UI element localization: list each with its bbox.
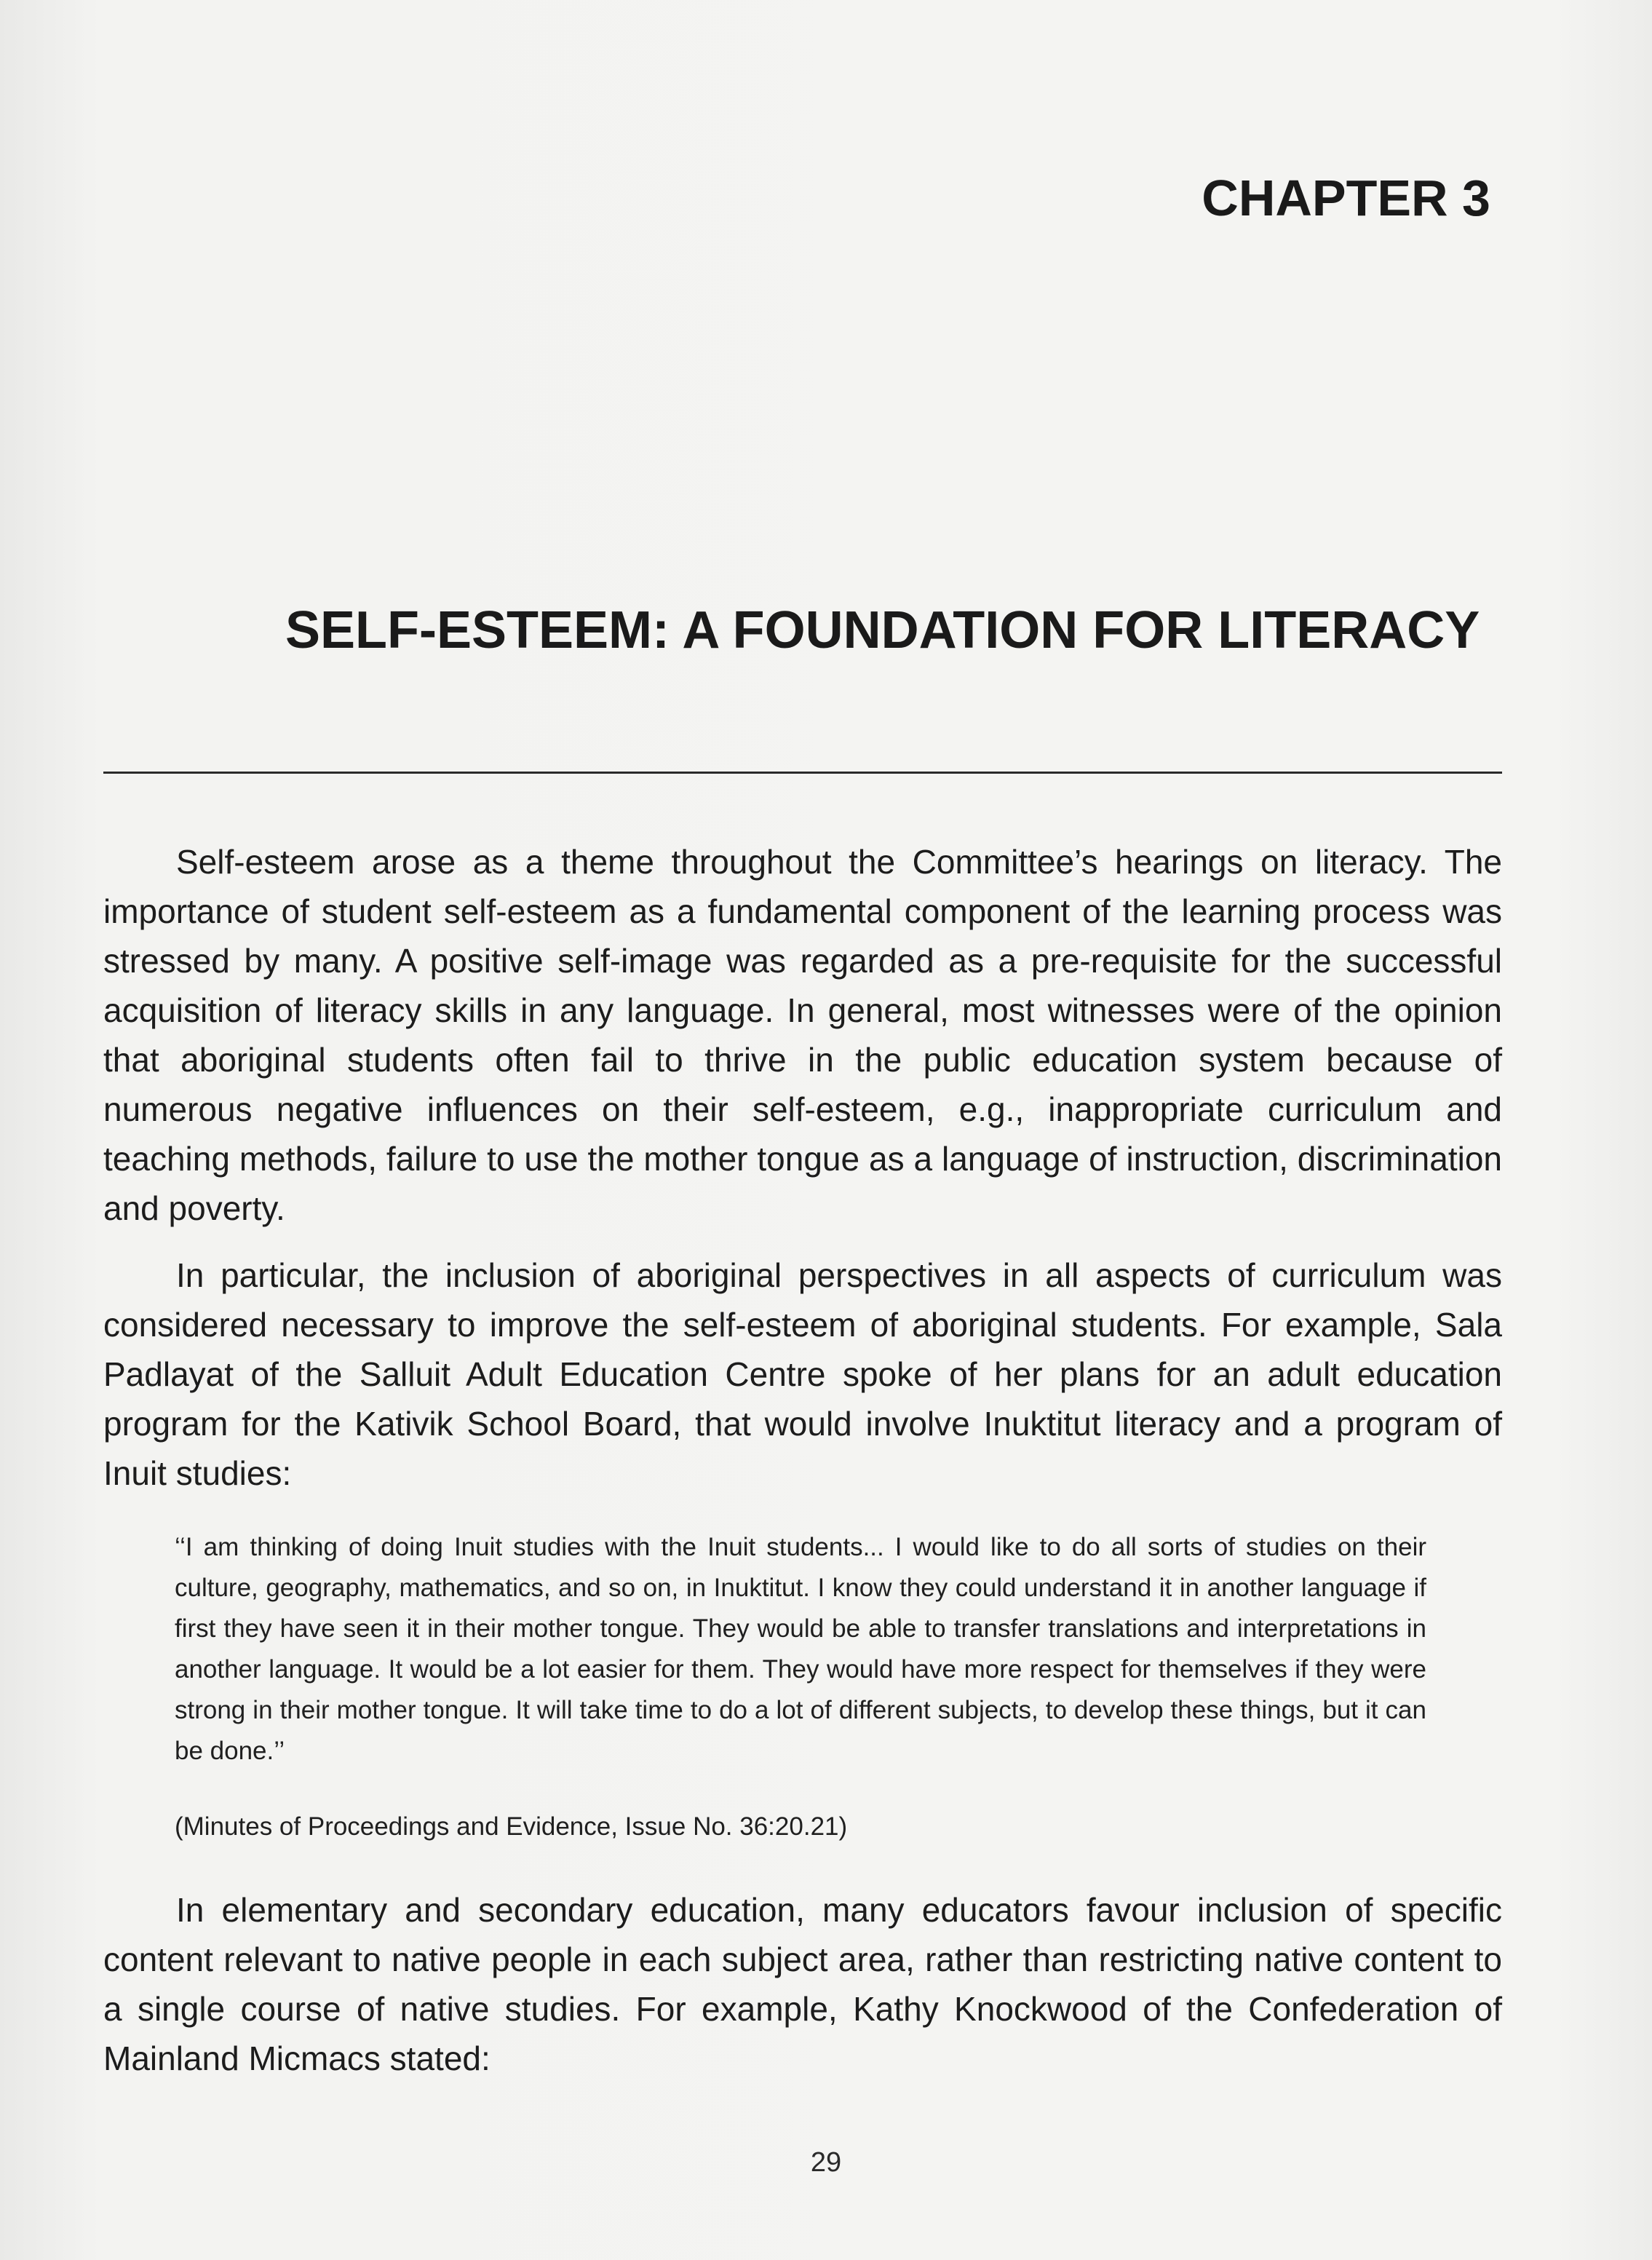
title-divider (103, 772, 1502, 774)
chapter-label: CHAPTER 3 (1202, 170, 1490, 226)
paragraph-elementary-secondary (103, 1885, 1502, 2083)
paragraph-self-esteem-theme (103, 837, 1502, 1233)
paragraph-text: In elementary and secondary education, many educators favour inclusion of specific content relevant to native people in each subject area, rather than restricting native content to a single course of native studies. For example, Kathy Knockwood of the Confederation of Mainland Micmacs stated: (103, 1891, 1502, 2077)
paragraph-text: Self-esteem arose as a theme throughout the Committee’s hearings on literacy. The importance of student self-esteem as a fundamental component of the learning process was stressed by many. A positive self-image was regarded as a pre-requisite for the successful acquisition of literacy skills in any language. In general, most witnesses were of the opinion that aboriginal students often fail to thrive in the public education system because of numerous negative influences on their self-esteem, e.g., inappropriate curriculum and teaching methods, failure to use the mother tongue as a language of instruction, discrimination and poverty. (103, 843, 1502, 1227)
paragraph-text: In particular, the inclusion of aboriginal perspectives in all aspects of curriculum was considered necessary to improve the self-esteem of aboriginal students. For example, Sala Padlayat of the Salluit Adult Education Centre spoke of her plans for an adult education program for the Kativik School Board, that would involve Inuktitut literacy and a program of Inuit studies: (103, 1256, 1502, 1492)
quote-citation: (Minutes of Proceedings and Evidence, Issue No. 36:20.21) (175, 1812, 848, 1841)
paragraph-aboriginal-perspectives (103, 1250, 1502, 1498)
page-number: 29 (810, 2147, 842, 2178)
chapter-title: SELF-ESTEEM: A FOUNDATION FOR LITERACY (285, 601, 1480, 659)
block-quote: ‘‘I am thinking of doing Inuit studies with the Inuit students... I would like to do all sorts of studies on their culture, geography, mathematics, and so on, in Inuktitut. I know they could understand it in another language if first they have seen it in their mother tongue. They would be able to transfer translations and interpretations in another language. It would be a lot easier for them. They would have more respect for themselves if they were strong in their mother tongue. It will take time to do a lot of different subjects, to develop these things, but it can be done.’’ (175, 1533, 1426, 1765)
